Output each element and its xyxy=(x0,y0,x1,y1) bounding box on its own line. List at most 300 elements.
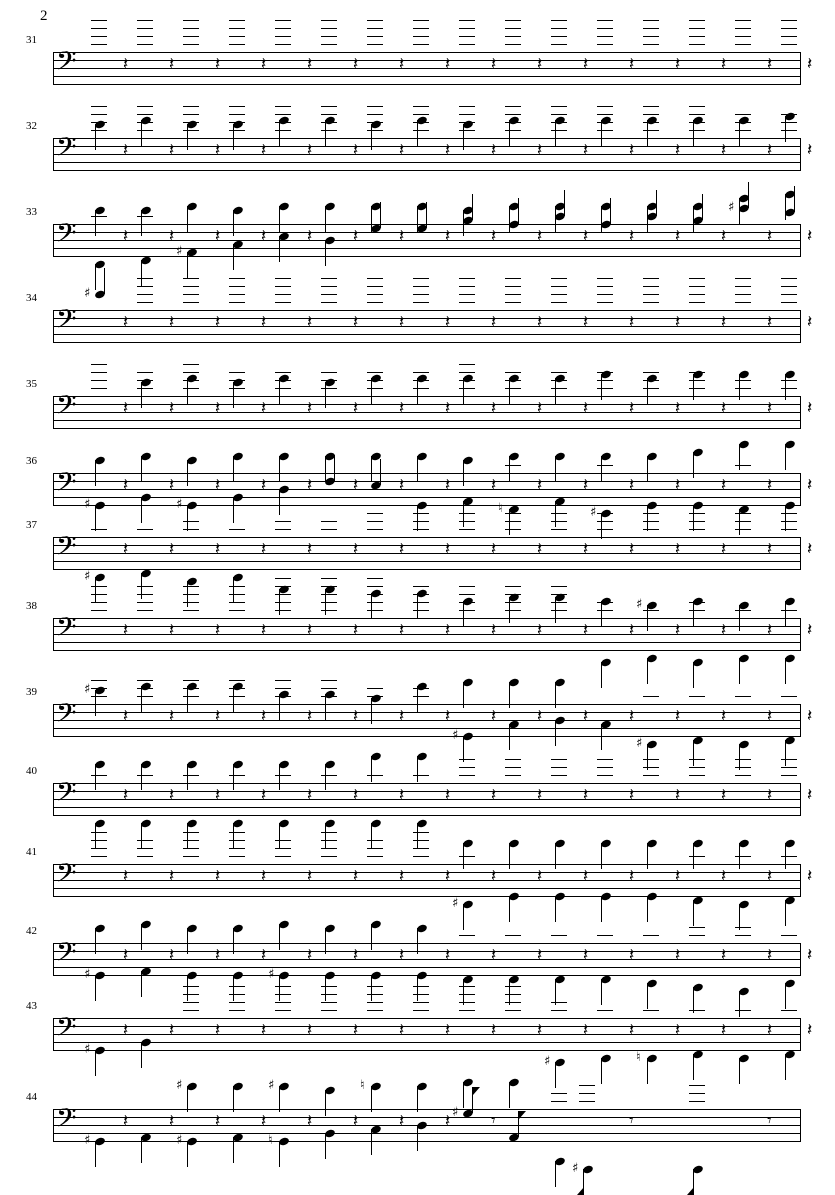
quarter-rest-icon: 𝄽 xyxy=(169,620,175,640)
quarter-rest-icon: 𝄽 xyxy=(215,539,221,559)
ledger-line xyxy=(597,935,613,936)
ledger-line xyxy=(505,388,521,389)
ledger-line xyxy=(643,294,659,295)
ledger-line xyxy=(413,696,429,697)
quarter-rest-icon: 𝄽 xyxy=(399,1020,405,1040)
bass-clef-icon: 𝄢 xyxy=(56,936,77,974)
ledger-line xyxy=(551,28,567,29)
quarter-rest-icon: 𝄽 xyxy=(399,54,405,74)
note xyxy=(369,206,395,280)
ledger-line xyxy=(597,388,613,389)
ledger-line xyxy=(459,122,475,123)
quarter-rest-icon: 𝄽 xyxy=(629,312,635,332)
ledger-line xyxy=(137,840,153,841)
ledger-line xyxy=(551,286,567,287)
note xyxy=(737,1000,763,1074)
ledger-line xyxy=(413,688,429,689)
note xyxy=(553,519,579,593)
ledger-line xyxy=(643,521,659,522)
ledger-line xyxy=(735,302,751,303)
quarter-rest-icon: 𝄽 xyxy=(353,866,359,886)
ledger-line xyxy=(597,302,613,303)
ledger-line xyxy=(183,586,199,587)
quarter-rest xyxy=(805,765,831,839)
note xyxy=(452,686,487,760)
ledger-line xyxy=(735,1010,751,1011)
note-stem xyxy=(794,186,795,212)
note xyxy=(507,292,533,366)
note xyxy=(185,34,211,108)
note xyxy=(369,765,395,839)
ledger-line xyxy=(689,278,705,279)
ledger-line xyxy=(275,602,291,603)
ledger-line xyxy=(183,114,199,115)
note xyxy=(572,1091,607,1176)
quarter-rest xyxy=(805,519,831,593)
ledger-line xyxy=(643,759,659,760)
note xyxy=(139,925,165,999)
note xyxy=(277,34,303,108)
quarter-rest-icon: 𝄽 xyxy=(583,785,589,805)
measure-number: 42 xyxy=(26,925,37,937)
quarter-rest-icon: 𝄽 xyxy=(353,785,359,805)
quarter-rest-icon: 𝄽 xyxy=(583,620,589,640)
quarter-rest-icon: 𝄽 xyxy=(629,539,635,559)
note xyxy=(544,1000,579,1074)
ledger-line xyxy=(459,44,475,45)
sharp-icon: ♯ xyxy=(268,1078,275,1093)
quarter-rest-icon: 𝄽 xyxy=(399,312,405,332)
quarter-rest-icon: 𝄽 xyxy=(807,226,813,246)
quarter-rest-icon: 𝄽 xyxy=(675,1020,681,1040)
barline xyxy=(53,138,54,171)
note xyxy=(691,206,717,280)
note-stem xyxy=(417,975,418,1001)
quarter-rest-icon: 𝄽 xyxy=(215,140,221,160)
note xyxy=(461,455,487,529)
quarter-rest-icon: 𝄽 xyxy=(353,620,359,640)
ledger-line xyxy=(137,594,153,595)
note-stem xyxy=(334,455,335,481)
ledger-line xyxy=(689,529,705,530)
note xyxy=(139,765,165,839)
quarter-rest-icon: 𝄽 xyxy=(445,1111,451,1131)
quarter-rest-icon: 𝄽 xyxy=(215,706,221,726)
quarter-rest-icon: 𝄽 xyxy=(261,140,267,160)
quarter-rest-icon: 𝄽 xyxy=(169,706,175,726)
measure-number: 34 xyxy=(26,292,37,304)
ledger-line xyxy=(459,610,475,611)
ledger-line xyxy=(183,610,199,611)
ledger-line xyxy=(137,130,153,131)
note xyxy=(599,292,625,366)
note xyxy=(737,292,763,366)
note-stem xyxy=(601,1058,602,1084)
quarter-rest-icon: 𝄽 xyxy=(807,140,813,160)
ledger-line xyxy=(183,594,199,595)
ledger-line xyxy=(689,44,705,45)
note xyxy=(323,120,349,194)
ledger-line xyxy=(689,696,705,697)
ledger-line xyxy=(459,20,475,21)
ledger-line xyxy=(781,521,797,522)
note xyxy=(507,1000,533,1074)
note xyxy=(507,765,533,839)
quarter-rest-icon: 𝄽 xyxy=(215,866,221,886)
ledger-line xyxy=(459,1010,475,1011)
note xyxy=(93,206,119,280)
note xyxy=(415,1091,441,1165)
quarter-rest-icon: 𝄽 xyxy=(675,398,681,418)
ledger-line xyxy=(229,380,245,381)
ledger-line xyxy=(183,775,199,776)
ledger-line xyxy=(459,505,475,506)
ledger-line xyxy=(689,927,705,928)
ledger-line xyxy=(367,529,383,530)
quarter-rest-icon: 𝄽 xyxy=(399,539,405,559)
note xyxy=(415,519,441,593)
quarter-rest-icon: 𝄽 xyxy=(123,226,129,246)
quarter-rest-icon: 𝄽 xyxy=(491,226,497,246)
note-stem xyxy=(555,720,556,746)
ledger-line xyxy=(459,372,475,373)
note xyxy=(231,1091,257,1165)
note xyxy=(323,600,349,674)
ledger-line xyxy=(183,44,199,45)
quarter-rest-icon: 𝄽 xyxy=(399,620,405,640)
quarter-rest-icon: 𝄽 xyxy=(767,475,773,495)
quarter-rest-icon: 𝄽 xyxy=(629,1020,635,1040)
ledger-line xyxy=(643,380,659,381)
quarter-rest-icon: 𝄽 xyxy=(675,620,681,640)
ledger-line xyxy=(275,840,291,841)
quarter-rest-icon: 𝄽 xyxy=(261,54,267,74)
ledger-line xyxy=(137,106,153,107)
sharp-icon: ♯ xyxy=(176,497,183,512)
note xyxy=(176,455,211,529)
ledger-line xyxy=(91,28,107,29)
ledger-line xyxy=(183,832,199,833)
ledger-line xyxy=(367,286,383,287)
quarter-rest-icon: 𝄽 xyxy=(491,398,497,418)
ledger-line xyxy=(505,286,521,287)
ledger-line xyxy=(275,1002,291,1003)
ledger-line xyxy=(275,586,291,587)
ledger-line xyxy=(229,856,245,857)
ledger-line xyxy=(735,529,751,530)
ledger-line xyxy=(413,302,429,303)
ledger-line xyxy=(505,372,521,373)
ledger-line xyxy=(321,696,337,697)
note xyxy=(139,600,165,674)
ledger-line xyxy=(321,122,337,123)
quarter-rest-icon: 𝄽 xyxy=(537,785,543,805)
sharp-icon: ♯ xyxy=(176,1078,183,1093)
ledger-line xyxy=(597,286,613,287)
ledger-line xyxy=(781,130,797,131)
ledger-line xyxy=(505,114,521,115)
ledger-line xyxy=(505,1002,521,1003)
note-stem xyxy=(325,1133,326,1159)
note xyxy=(323,925,349,999)
ledger-line xyxy=(183,986,199,987)
note xyxy=(185,925,211,999)
ledger-line xyxy=(183,286,199,287)
ledger-line xyxy=(413,28,429,29)
ledger-line xyxy=(689,36,705,37)
ledger-line xyxy=(275,130,291,131)
note-stem xyxy=(141,971,142,997)
ledger-line xyxy=(643,286,659,287)
ledger-line xyxy=(321,114,337,115)
quarter-rest-icon: 𝄽 xyxy=(721,475,727,495)
note xyxy=(691,34,717,108)
music-system xyxy=(0,34,835,108)
note xyxy=(507,846,533,920)
ledger-line xyxy=(735,775,751,776)
note-stem xyxy=(325,975,326,1001)
note-stem xyxy=(95,975,96,1001)
ledger-line xyxy=(367,578,383,579)
ledger-line xyxy=(643,130,659,131)
quarter-rest-icon: 𝄽 xyxy=(537,866,543,886)
quarter-rest-icon: 𝄽 xyxy=(629,620,635,640)
note xyxy=(599,120,625,194)
sharp-icon: ♯ xyxy=(572,1161,579,1176)
ledger-line xyxy=(275,294,291,295)
ledger-line xyxy=(367,114,383,115)
note xyxy=(461,292,487,366)
note xyxy=(176,206,211,280)
sharp-icon: ♯ xyxy=(84,497,91,512)
ledger-line xyxy=(689,1085,705,1086)
ledger-line xyxy=(321,278,337,279)
quarter-rest-icon: 𝄽 xyxy=(169,945,175,965)
quarter-rest-icon: 𝄽 xyxy=(767,1020,773,1040)
ledger-line xyxy=(137,28,153,29)
quarter-rest-icon: 𝄽 xyxy=(583,706,589,726)
quarter-rest-icon: 𝄽 xyxy=(721,620,727,640)
note xyxy=(728,200,763,280)
measure-number: 44 xyxy=(26,1091,37,1103)
ledger-line xyxy=(643,278,659,279)
ledger-line xyxy=(781,28,797,29)
note-stem xyxy=(647,1058,648,1084)
ledger-line xyxy=(735,696,751,697)
ledger-line xyxy=(183,602,199,603)
ledger-line xyxy=(91,586,107,587)
ledger-line xyxy=(781,529,797,530)
ledger-line xyxy=(229,302,245,303)
ledger-line xyxy=(459,28,475,29)
note xyxy=(691,519,717,593)
sharp-icon: ♯ xyxy=(452,728,459,743)
note xyxy=(231,925,257,999)
natural-icon: ♮ xyxy=(498,501,503,516)
ledger-line xyxy=(91,696,107,697)
note xyxy=(231,206,257,280)
ledger-line xyxy=(781,935,797,936)
quarter-rest-icon: 𝄽 xyxy=(399,706,405,726)
ledger-line xyxy=(781,294,797,295)
note xyxy=(139,378,165,452)
measure-number: 41 xyxy=(26,846,37,858)
quarter-rest xyxy=(805,925,831,999)
note xyxy=(553,765,579,839)
note-stem xyxy=(509,724,510,750)
ledger-line xyxy=(459,775,475,776)
ledger-line xyxy=(183,521,199,522)
note xyxy=(553,600,579,674)
quarter-rest-icon: 𝄽 xyxy=(399,1111,405,1131)
ledger-line xyxy=(505,759,521,760)
note-stem xyxy=(647,896,648,922)
ledger-line xyxy=(551,513,567,514)
ledger-line xyxy=(413,840,429,841)
ledger-line xyxy=(643,114,659,115)
barline xyxy=(53,864,54,897)
note-stem xyxy=(95,1050,96,1076)
quarter-rest-icon: 𝄽 xyxy=(215,1020,221,1040)
note xyxy=(139,846,165,920)
ledger-line xyxy=(413,388,429,389)
ledger-line xyxy=(781,505,797,506)
quarter-rest-icon: 𝄽 xyxy=(807,785,813,805)
note xyxy=(139,206,165,280)
quarter-rest-icon: 𝄽 xyxy=(123,866,129,886)
ledger-line xyxy=(275,610,291,611)
ledger-line xyxy=(229,294,245,295)
note-stem xyxy=(693,662,694,688)
ledger-line xyxy=(183,696,199,697)
quarter-rest-icon: 𝄽 xyxy=(629,226,635,246)
ledger-line xyxy=(459,130,475,131)
ledger-line xyxy=(275,36,291,37)
quarter-rest xyxy=(805,34,831,108)
ledger-line xyxy=(551,1010,567,1011)
quarter-rest-icon: 𝄽 xyxy=(583,398,589,418)
ledger-line xyxy=(137,216,153,217)
ledger-line xyxy=(781,513,797,514)
quarter-rest-icon: 𝄽 xyxy=(353,54,359,74)
ledger-line xyxy=(321,994,337,995)
music-system xyxy=(0,1000,835,1093)
note-stem xyxy=(555,896,556,922)
note xyxy=(277,120,303,194)
ledger-line xyxy=(551,294,567,295)
ledger-line xyxy=(321,680,337,681)
quarter-rest-icon: 𝄽 xyxy=(721,398,727,418)
note xyxy=(553,206,579,280)
ledger-line xyxy=(643,36,659,37)
ledger-line xyxy=(459,302,475,303)
ledger-line xyxy=(459,767,475,768)
quarter-rest-icon: 𝄽 xyxy=(399,945,405,965)
ledger-line xyxy=(597,294,613,295)
ledger-line xyxy=(505,986,521,987)
ledger-line xyxy=(183,1010,199,1011)
quarter-rest-icon: 𝄽 xyxy=(261,866,267,886)
ledger-line xyxy=(321,856,337,857)
quarter-rest-icon: 𝄽 xyxy=(169,312,175,332)
note xyxy=(645,455,671,529)
quarter-rest xyxy=(805,1000,831,1074)
quarter-rest-icon: 𝄽 xyxy=(261,706,267,726)
ledger-line xyxy=(689,294,705,295)
ledger-line xyxy=(643,388,659,389)
note xyxy=(323,455,349,529)
ledger-line xyxy=(689,521,705,522)
note xyxy=(231,519,257,593)
note xyxy=(185,292,211,366)
ledger-line xyxy=(367,388,383,389)
quarter-rest-icon: 𝄽 xyxy=(445,226,451,246)
ledger-line xyxy=(183,294,199,295)
ledger-line xyxy=(137,529,153,530)
note xyxy=(139,34,165,108)
quarter-rest-icon: 𝄽 xyxy=(445,54,451,74)
ledger-line xyxy=(643,696,659,697)
note xyxy=(599,378,625,452)
ledger-line xyxy=(137,696,153,697)
ledger-line xyxy=(275,521,291,522)
note-stem xyxy=(785,900,786,926)
music-system xyxy=(0,846,835,920)
quarter-rest-icon: 𝄽 xyxy=(807,54,813,74)
ledger-line xyxy=(275,688,291,689)
ledger-line xyxy=(579,1085,595,1086)
note xyxy=(93,846,119,920)
ledger-line xyxy=(505,767,521,768)
ledger-line xyxy=(229,130,245,131)
quarter-rest-icon: 𝄽 xyxy=(583,475,589,495)
note xyxy=(636,519,671,612)
ledger-line xyxy=(551,36,567,37)
bass-clef-icon: 𝄢 xyxy=(56,303,77,341)
eighth-rest-icon: 𝄾 xyxy=(767,1111,772,1131)
note xyxy=(461,519,487,593)
note xyxy=(231,600,257,674)
quarter-rest-icon: 𝄽 xyxy=(491,312,497,332)
note xyxy=(231,455,257,529)
ledger-line xyxy=(597,767,613,768)
ledger-line xyxy=(367,994,383,995)
ledger-line xyxy=(735,388,751,389)
sharp-icon: ♯ xyxy=(84,967,91,982)
ledger-line xyxy=(551,521,567,522)
ledger-line xyxy=(367,586,383,587)
ledger-line xyxy=(229,832,245,833)
ledger-line xyxy=(459,594,475,595)
note xyxy=(507,925,533,999)
ledger-line xyxy=(459,114,475,115)
ledger-line xyxy=(505,586,521,587)
music-system xyxy=(0,686,835,760)
quarter-rest-icon: 𝄽 xyxy=(491,945,497,965)
ledger-line xyxy=(413,513,429,514)
note xyxy=(415,1000,441,1074)
quarter-rest-icon: 𝄽 xyxy=(123,1111,129,1131)
ledger-line xyxy=(137,372,153,373)
quarter-rest-icon: 𝄽 xyxy=(675,475,681,495)
quarter-rest-icon: 𝄽 xyxy=(445,312,451,332)
note xyxy=(553,686,579,760)
ledger-line xyxy=(505,122,521,123)
sharp-icon: ♯ xyxy=(452,1105,459,1120)
note xyxy=(415,120,441,194)
ledger-line xyxy=(183,130,199,131)
measure-number: 31 xyxy=(26,34,37,46)
